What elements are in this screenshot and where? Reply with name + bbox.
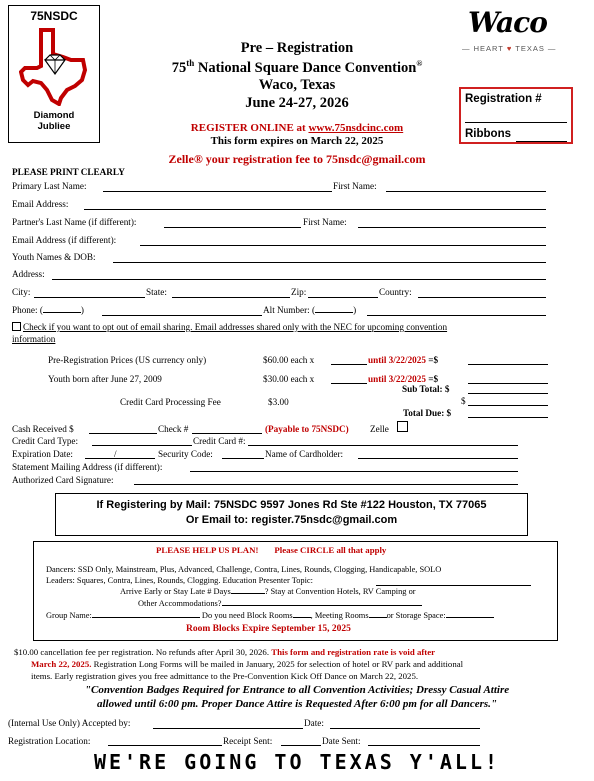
country-field[interactable] <box>418 297 546 298</box>
youth-price-label: Youth born after June 27, 2009 <box>48 374 162 384</box>
zip-field[interactable] <box>308 297 378 298</box>
cc-number-label: Credit Card #: <box>193 436 246 446</box>
arrive-label: Arrive Early or Stay Late # Days ? Stay at Convention Hotels, RV Camping or <box>120 587 416 596</box>
exp-field[interactable] <box>85 458 155 459</box>
badge-notice-2: allowed until 6:00 pm. Proper Dance Attire is Requested After 6:00 pm for all Dancers." <box>96 698 498 710</box>
email2-label: Email Address (if different): <box>12 235 117 245</box>
phone-field[interactable] <box>102 315 262 316</box>
waco-tagline: — HEART ♥ TEXAS — <box>462 44 557 53</box>
date-sent-field[interactable] <box>368 745 480 746</box>
prereg-amount-field[interactable] <box>468 364 548 365</box>
statement-field[interactable] <box>190 471 518 472</box>
cc-fee-field[interactable] <box>468 405 548 406</box>
reg-location-field[interactable] <box>108 745 222 746</box>
mail-instructions <box>55 493 528 536</box>
dancer-levels[interactable]: Dancers: SSD Only, Mainstream, Plus, Advanced, Challenge, Contra, Lines, Rounds, Clogging, Handicapable, SOLO <box>46 565 442 574</box>
group-row: Group Name: Do you need Block Rooms , Meeting Rooms or Storage Space: <box>46 611 494 620</box>
cc-number-field[interactable] <box>248 445 518 446</box>
registration-office-box <box>459 87 573 144</box>
accepted-by-field[interactable] <box>153 728 303 729</box>
cancellation-policy-2: March 22, 2025. Registration Long Forms will be mailed in January, 2025 for selection of hotel or RV park and additional <box>31 659 464 669</box>
registration-number-line[interactable] <box>465 122 567 123</box>
cc-type-label: Credit Card Type: <box>12 436 79 446</box>
prereg-price-label: Pre-Registration Prices (US currency only) <box>48 355 207 365</box>
register-online-link[interactable]: www.75nsdcinc.com <box>308 122 404 134</box>
prereg-price: $60.00 each x <box>263 355 315 365</box>
cardholder-label: Name of Cardholder: <box>265 449 344 459</box>
date-field[interactable] <box>330 728 480 729</box>
convention-dates: June 24-27, 2026 <box>245 95 349 111</box>
zip-label: Zip: <box>291 287 307 297</box>
exp-slash: / <box>114 449 117 459</box>
check-field[interactable] <box>192 433 262 434</box>
sec-code-field[interactable] <box>222 458 264 459</box>
statement-label: Statement Mailing Address (if different): <box>12 462 163 472</box>
youth-amount-field[interactable] <box>468 383 548 384</box>
receipt-sent-label: Receipt Sent: <box>223 736 273 746</box>
ribbons-label: Ribbons <box>465 128 511 140</box>
alt-number-field[interactable] <box>367 315 546 316</box>
convention-location: Waco, Texas <box>258 77 336 93</box>
email-address: Or Email to: register.75nsdc@gmail.com <box>185 514 398 526</box>
partner-last-field[interactable] <box>164 227 301 228</box>
ribbons-line[interactable] <box>516 141 567 142</box>
plan-heading: PLEASE HELP US PLAN! Please CIRCLE all that apply <box>156 545 387 555</box>
opt-out-text: Check if you want to opt out of email sharing. Email addresses shared only with the NEC for upcoming convention <box>23 322 448 332</box>
cancellation-policy-3: items. Early registration gives you free admittance to the Pre-Convention Kick Off Dance on March 22, 2025. <box>31 671 419 681</box>
check-label: Check # <box>158 424 189 434</box>
room-blocks-expire: Room Blocks Expire September 15, 2025 <box>186 624 351 634</box>
print-clearly: PLEASE PRINT CLEARLY <box>12 167 125 177</box>
first-name-field[interactable] <box>386 191 546 192</box>
email2-field[interactable] <box>140 245 546 246</box>
leader-roles[interactable]: Leaders: Squares, Contra, Lines, Rounds, Clogging. Education Presenter Topic: <box>46 576 313 585</box>
cc-type-field[interactable] <box>92 445 192 446</box>
alt-number-label: Alt Number: ( ) <box>263 305 357 315</box>
city-label: City: <box>12 287 31 297</box>
accepted-by-label: (Internal Use Only) Accepted by: <box>8 718 131 728</box>
date-label: Date: <box>304 718 324 728</box>
state-field[interactable] <box>172 297 290 298</box>
address-label: Address: <box>12 269 45 279</box>
primary-last-field[interactable] <box>103 191 332 192</box>
other-accommodations: Other Accommodations? <box>138 599 422 608</box>
cc-fee: $3.00 <box>268 397 289 407</box>
badge-notice: "Convention Badges Required for Entrance to all Convention Activities; Dressy Casual Attire <box>84 684 510 696</box>
convention-name: 75th National Square Dance Convention® <box>171 58 423 76</box>
youth-price: $30.00 each x <box>263 374 315 384</box>
topic-field[interactable] <box>376 585 531 586</box>
slogan: WE'RE GOING TO TEXAS Y'ALL! <box>93 750 501 774</box>
registration-number-label: Registration # <box>465 93 542 105</box>
prereg-deadline: until 3/22/2025 =$ <box>368 355 439 365</box>
logo-title: 75NSDC <box>30 9 78 23</box>
mail-address: If Registering by Mail: 75NSDC 9597 Jones Rd Ste #122 Houston, TX 77065 <box>96 499 487 511</box>
youth-field[interactable] <box>113 262 546 263</box>
zelle-notice: Zelle® your registration fee to 75nsdc@gmail.com <box>168 152 426 166</box>
zelle-label: Zelle <box>370 424 389 434</box>
waco-wordmark: Waco <box>468 6 547 39</box>
opt-out-text-2: information <box>12 334 56 344</box>
form-title: Pre – Registration <box>240 40 354 56</box>
total-due-field[interactable] <box>468 417 548 418</box>
cash-field[interactable] <box>89 433 157 434</box>
youth-qty-field[interactable] <box>331 383 367 384</box>
total-due-label: Total Due: $ <box>403 408 452 418</box>
partner-last-label: Partner's Last Name (if different): <box>12 217 137 227</box>
plan-survey-box <box>33 541 558 641</box>
prereg-qty-field[interactable] <box>331 364 367 365</box>
email-label: Email Address: <box>12 199 69 209</box>
subtotal-field[interactable] <box>468 393 548 394</box>
first-name-label: First Name: <box>333 181 377 191</box>
cancellation-policy: $10.00 cancellation fee per registration. No refunds after April 30, 2026. This form and registration rate is void after <box>14 647 436 657</box>
exp-label: Expiration Date: <box>12 449 73 459</box>
logo-subtitle: Diamond Jubliee <box>33 110 75 132</box>
subtotal-label: Sub Total: $ <box>402 384 450 394</box>
convention-logo <box>8 5 100 143</box>
texas-map-icon <box>19 26 91 106</box>
partner-first-label: First Name: <box>303 217 347 227</box>
sec-code-label: Security Code: <box>158 449 213 459</box>
primary-last-label: Primary Last Name: <box>12 181 87 191</box>
opt-out-checkbox[interactable] <box>12 322 21 331</box>
signature-label: Authorized Card Signature: <box>12 475 114 485</box>
signature-field[interactable] <box>134 484 518 485</box>
country-label: Country: <box>379 287 412 297</box>
cc-fee-label: Credit Card Processing Fee <box>120 397 221 407</box>
zelle-checkbox[interactable] <box>397 421 408 432</box>
email-field[interactable] <box>84 209 546 210</box>
address-field[interactable] <box>52 279 546 280</box>
phone-label: Phone: ( ) <box>12 305 84 315</box>
date-sent-label: Date Sent: <box>322 736 361 746</box>
reg-location-label: Registration Location: <box>8 736 91 746</box>
city-field[interactable] <box>34 297 145 298</box>
partner-first-field[interactable] <box>358 227 546 228</box>
youth-label: Youth Names & DOB: <box>12 252 96 262</box>
cardholder-field[interactable] <box>358 458 518 459</box>
receipt-sent-field[interactable] <box>281 745 321 746</box>
state-label: State: <box>146 287 167 297</box>
register-online: REGISTER ONLINE at www.75nsdcinc.com <box>190 122 404 134</box>
youth-deadline: until 3/22/2025 =$ <box>368 374 439 384</box>
cc-fee-dollar: $ <box>461 396 466 406</box>
form-expiry: This form expires on March 22, 2025 <box>210 135 384 147</box>
payable-note: (Payable to 75NSDC) <box>265 424 349 434</box>
heart-icon: ♥ <box>506 44 513 53</box>
cash-label: Cash Received $ <box>12 424 74 434</box>
